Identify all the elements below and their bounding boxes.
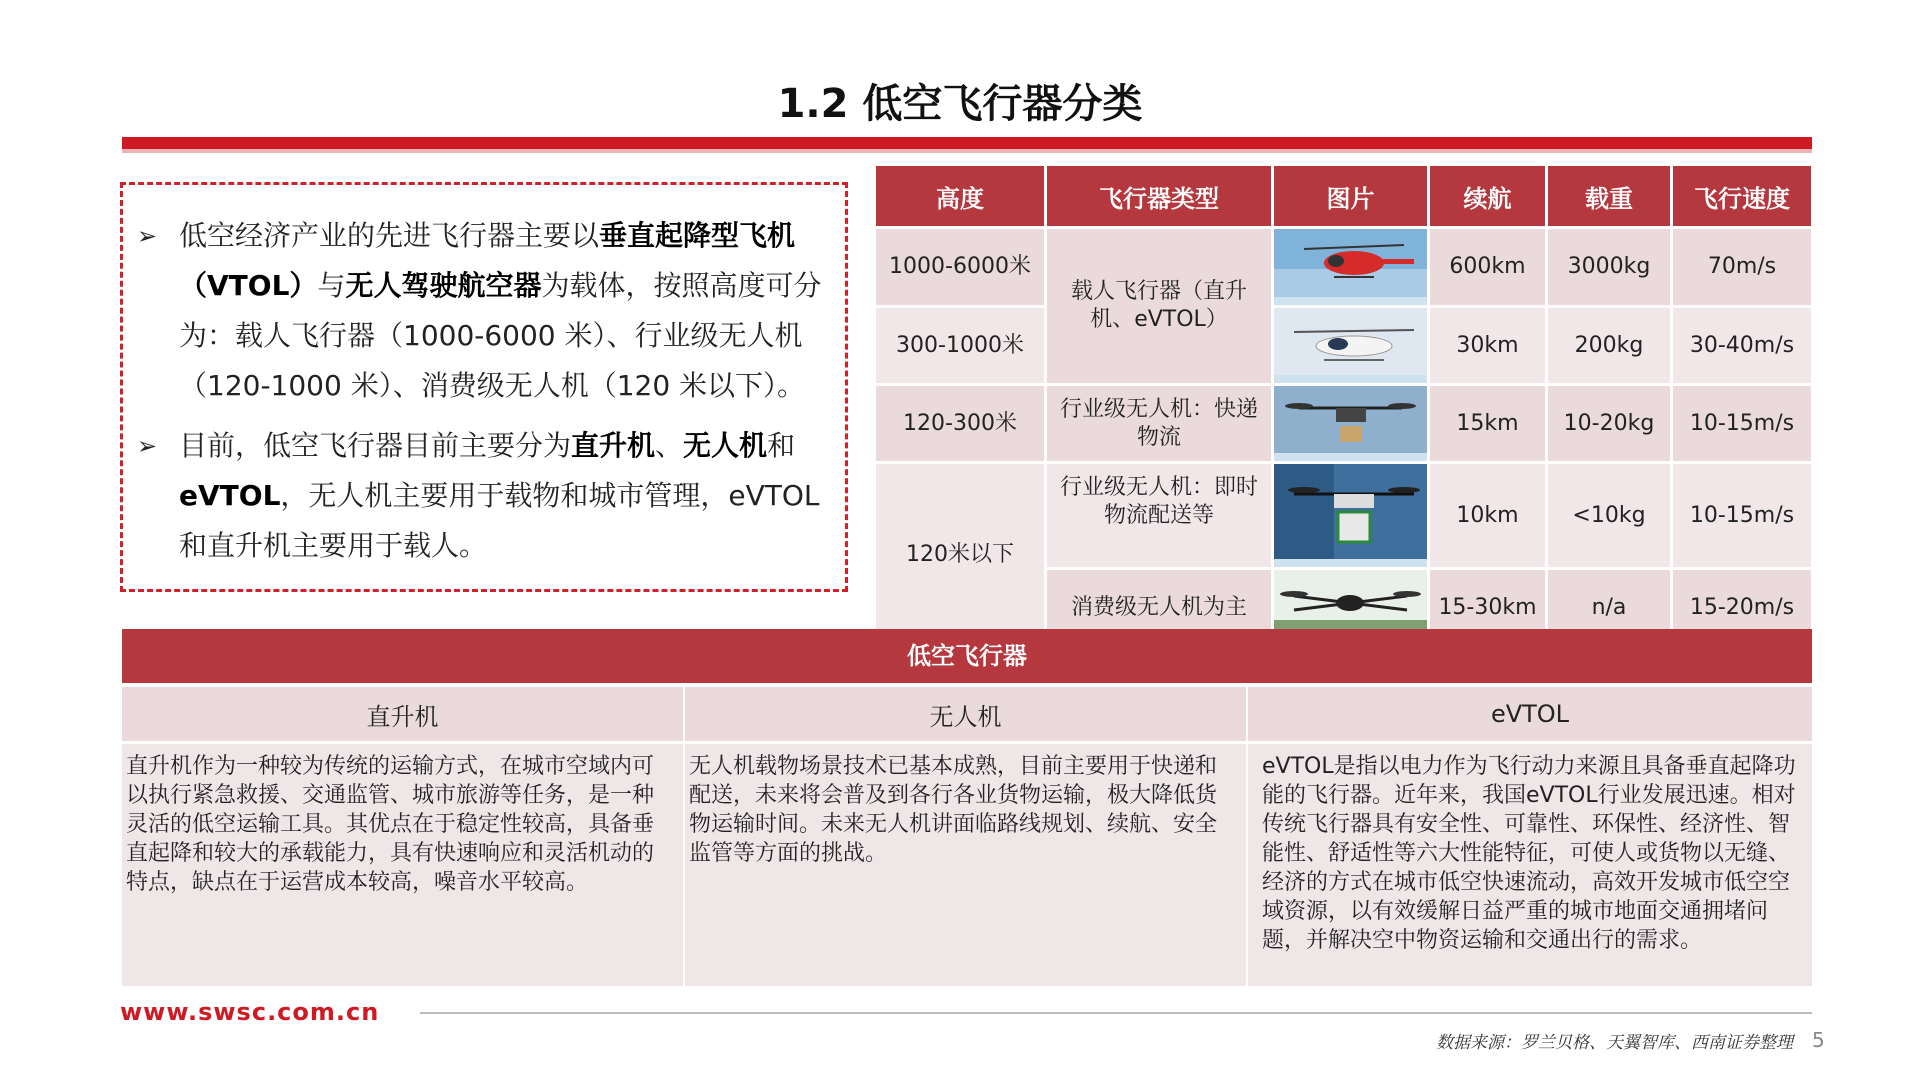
table-row	[876, 229, 1811, 305]
bullet-2	[137, 421, 829, 571]
table-row	[876, 386, 1811, 461]
table-row	[876, 464, 1811, 567]
evtol-description: eVTOL是指以电力作为飞行动力来源且具备垂直起降功能的飞行器。近年来，我国eVTOL行业发展迅速。相对传统飞行器具有安全性、可靠性、环保性、经济性、智能性、舒适性等六大性能特征，可使人或货物以无缝、经济的方式在城市低空快速流动，高效开发城市低空空域资源，以有效缓解日益严重的城市地面交通拥堵问题，并解决空中物资运输和交通出行的需求。	[1248, 741, 1812, 986]
drone-description: 无人机载物场景技术已基本成熟，目前主要用于快递和配送，未来将会普及到各行各业货物运输，极大降低货物运输时间。未来无人机讲面临路线规划、续航、安全监管等方面的挑战。	[685, 741, 1248, 986]
evtol-photo	[1274, 308, 1427, 383]
cell-type: 消费级无人机为主	[1047, 570, 1271, 645]
col-header-height: 高度	[876, 166, 1044, 226]
cell-speed: 15-20m/s	[1673, 570, 1811, 645]
cell-payload: 3000kg	[1548, 229, 1670, 305]
cell-payload: 10-20kg	[1548, 386, 1670, 461]
arrow-bullet-icon: ➢	[137, 222, 158, 250]
col-header-speed: 飞行速度	[1673, 166, 1811, 226]
cell-endurance: 15-30km	[1430, 570, 1545, 645]
comparison-title: 低空飞行器	[122, 629, 1812, 683]
aircraft-spec-table	[873, 163, 1814, 648]
cell-payload: 200kg	[1548, 308, 1670, 383]
col-header-helicopter: 直升机	[122, 687, 685, 741]
table-row	[876, 308, 1811, 383]
table-header-row	[876, 166, 1811, 226]
cell-type: 行业级无人机：即时物流配送等	[1047, 464, 1271, 567]
cell-endurance: 15km	[1430, 386, 1545, 461]
aircraft-comparison	[122, 629, 1812, 986]
helicopter-icon	[1274, 229, 1427, 297]
arrow-bullet-icon: ➢	[137, 432, 158, 460]
evtol-icon	[1274, 308, 1427, 375]
page-number: 5	[1812, 1028, 1825, 1052]
footer-website-link[interactable]: www.swsc.com.cn	[120, 998, 380, 1026]
delivery-drone-photo	[1274, 386, 1427, 461]
comparison-body-row	[122, 741, 1812, 986]
instant-delivery-drone-photo	[1274, 464, 1427, 567]
cell-payload: <10kg	[1548, 464, 1670, 567]
cell-speed: 10-15m/s	[1673, 386, 1811, 461]
col-header-type: 飞行器类型	[1047, 166, 1271, 226]
helicopter-description: 直升机作为一种较为传统的运输方式，在城市空域内可以执行紧急救援、交通监管、城市旅游等任务，是一种灵活的低空运输工具。其优点在于稳定性较高，具备垂直起降和较大的承载能力，具有快速响应和灵活机动的特点，缺点在于运营成本较高，噪音水平较高。	[122, 741, 685, 986]
cell-speed: 30-40m/s	[1673, 308, 1811, 383]
cell-height: 120米以下	[876, 464, 1044, 645]
bullet-1	[137, 211, 829, 411]
instant-delivery-drone-icon	[1274, 464, 1427, 559]
comparison-header-row	[122, 687, 1812, 741]
cell-height: 120-300米	[876, 386, 1044, 461]
delivery-drone-icon	[1274, 386, 1427, 453]
col-header-image: 图片	[1274, 166, 1427, 226]
bullet-1-text: 低空经济产业的先进飞行器主要以垂直起降型飞机（VTOL）与无人驾驶航空器为载体，按照高度可分为：载人飞行器（1000-6000 米）、行业级无人机（120-1000 米）、消费级无人机（120 米以下）。	[179, 219, 822, 402]
col-header-drone: 无人机	[685, 687, 1248, 741]
cell-speed: 10-15m/s	[1673, 464, 1811, 567]
cell-speed: 70m/s	[1673, 229, 1811, 305]
cell-payload: n/a	[1548, 570, 1670, 645]
cell-endurance: 10km	[1430, 464, 1545, 567]
col-header-endurance: 续航	[1430, 166, 1545, 226]
cell-type: 行业级无人机：快递物流	[1047, 386, 1271, 461]
summary-box	[120, 182, 848, 592]
page-title: 1.2 低空飞行器分类	[777, 81, 1143, 127]
col-header-evtol: eVTOL	[1248, 687, 1812, 741]
col-header-payload: 载重	[1548, 166, 1670, 226]
cell-height: 1000-6000米	[876, 229, 1044, 305]
bullet-2-text: 目前，低空飞行器目前主要分为直升机、无人机和eVTOL，无人机主要用于载物和城市管理，eVTOL和直升机主要用于载人。	[179, 429, 820, 562]
data-source-note: 数据来源：罗兰贝格、天翼智库、西南证券整理	[1436, 1033, 1793, 1053]
footer-divider	[420, 1012, 1812, 1014]
comparison-table	[122, 687, 1812, 986]
cell-height: 300-1000米	[876, 308, 1044, 383]
title-divider-shadow	[122, 149, 1812, 153]
helicopter-photo	[1274, 229, 1427, 305]
cell-endurance: 30km	[1430, 308, 1545, 383]
cell-endurance: 600km	[1430, 229, 1545, 305]
title-divider	[122, 137, 1812, 149]
consumer-drone-icon	[1274, 570, 1427, 637]
cell-type: 载人飞行器（直升机、eVTOL）	[1047, 229, 1271, 383]
